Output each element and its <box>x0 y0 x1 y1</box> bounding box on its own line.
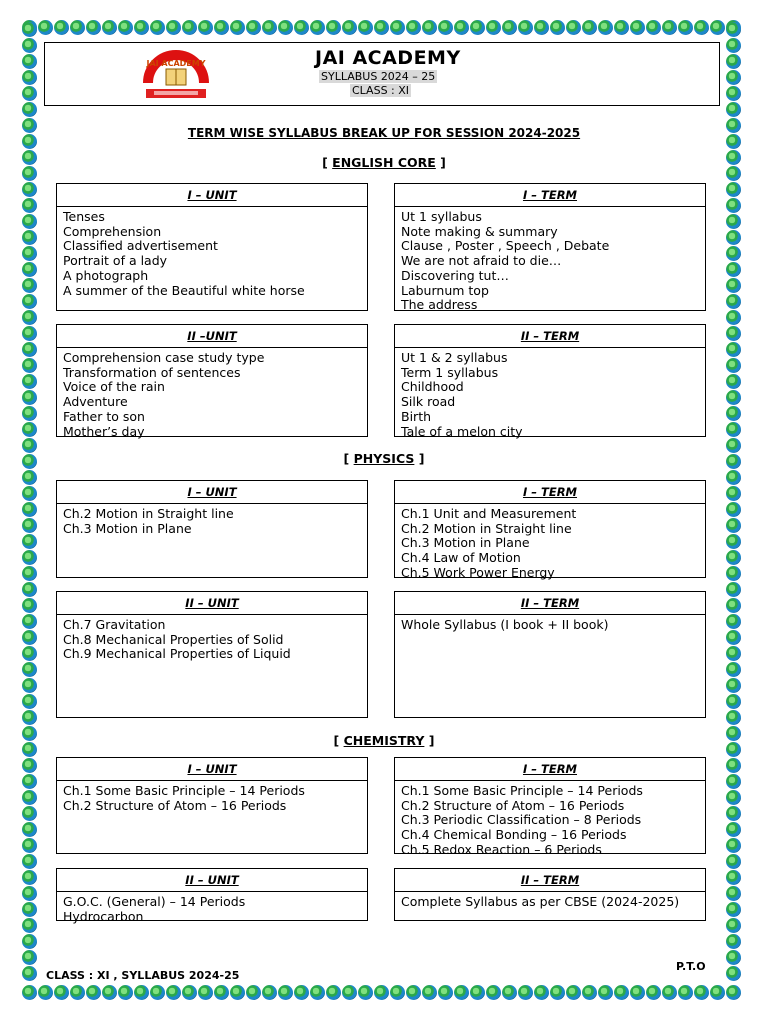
globe-icon <box>102 985 117 1000</box>
globe-icon <box>22 806 37 821</box>
globe-icon <box>246 20 261 35</box>
topic-list <box>57 504 367 536</box>
globe-icon <box>726 422 741 437</box>
globe-icon <box>278 20 293 35</box>
list-item: Ch.2 Motion in Straight line <box>401 520 572 536</box>
globe-icon <box>726 518 741 533</box>
list-item: Childhood <box>401 379 464 395</box>
list-item: Mother’s day <box>63 423 145 439</box>
globe-icon <box>22 502 37 517</box>
globe-icon <box>422 985 437 1000</box>
globe-icon <box>726 310 741 325</box>
globe-icon <box>22 534 37 549</box>
globe-icon <box>726 294 741 309</box>
topic-list <box>395 348 705 439</box>
box-heading: I – TERM <box>395 758 705 781</box>
list-item: Ch.2 Structure of Atom – 16 Periods <box>63 797 287 813</box>
chemistry-term2-box <box>394 868 706 921</box>
globe-icon <box>22 486 37 501</box>
globe-icon <box>22 662 37 677</box>
globe-icon <box>102 20 117 35</box>
globe-icon <box>726 566 741 581</box>
globe-icon <box>726 646 741 661</box>
globe-icon <box>502 985 517 1000</box>
globe-icon <box>726 534 741 549</box>
box-heading: II – TERM <box>395 325 705 348</box>
pto-label: P.T.O <box>676 960 706 973</box>
globe-icon <box>134 20 149 35</box>
topic-list <box>57 207 367 298</box>
list-item: Ch.1 Some Basic Principle – 14 Periods <box>401 783 643 798</box>
globe-icon <box>342 20 357 35</box>
globe-icon <box>726 246 741 261</box>
globe-icon <box>358 985 373 1000</box>
globe-icon <box>22 822 37 837</box>
globe-icon <box>534 20 549 35</box>
english-unit2-box <box>56 324 368 437</box>
globe-icon <box>198 985 213 1000</box>
chemistry-term1-box <box>394 757 706 857</box>
globe-icon <box>630 20 645 35</box>
globe-icon <box>22 950 37 965</box>
globe-icon <box>726 358 741 373</box>
list-item: Ch.2 Structure of Atom – 16 Periods <box>401 797 625 813</box>
globe-icon <box>22 294 37 309</box>
globe-icon <box>22 422 37 437</box>
globe-icon <box>726 822 741 837</box>
box-heading: II – TERM <box>395 869 705 892</box>
english-term1-box <box>394 183 706 311</box>
box-heading: I – UNIT <box>57 184 367 207</box>
globe-icon <box>550 985 565 1000</box>
globe-icon <box>486 20 501 35</box>
globe-icon <box>22 230 37 245</box>
globe-icon <box>726 86 741 101</box>
list-item: Ch.9 Mechanical Properties of Liquid <box>63 646 291 662</box>
globe-icon <box>518 20 533 35</box>
globe-icon <box>726 870 741 885</box>
globe-icon <box>646 985 661 1000</box>
globe-icon <box>726 985 741 1000</box>
english-unit1-box <box>56 183 368 311</box>
globe-icon <box>22 246 37 261</box>
globe-icon <box>726 70 741 85</box>
box-heading: II – UNIT <box>57 869 367 892</box>
globe-icon <box>726 342 741 357</box>
globe-icon <box>454 20 469 35</box>
section-heading-english: [ ENGLISH CORE ] <box>322 155 446 170</box>
list-item: Ch.3 Motion in Plane <box>63 520 192 536</box>
box-heading: I – TERM <box>395 184 705 207</box>
globe-icon <box>54 20 69 35</box>
box-heading: II –UNIT <box>57 325 367 348</box>
globe-icon <box>86 985 101 1000</box>
logo-text: JAI ACADEMY <box>146 59 206 68</box>
globe-icon <box>726 838 741 853</box>
globe-icon <box>726 262 741 277</box>
globe-icon <box>230 985 245 1000</box>
globe-icon <box>726 550 741 565</box>
globe-icon <box>598 985 613 1000</box>
class-label: CLASS : XI <box>352 84 410 97</box>
globe-icon <box>726 198 741 213</box>
chemistry-unit2-box <box>56 868 368 924</box>
globe-icon <box>294 985 309 1000</box>
globe-icon <box>22 838 37 853</box>
globe-icon <box>502 20 517 35</box>
list-item: Laburnum top <box>401 282 489 298</box>
globe-icon <box>726 406 741 421</box>
globe-icon <box>710 985 725 1000</box>
globe-icon <box>246 985 261 1000</box>
page-border-top <box>22 20 741 36</box>
globe-icon <box>22 566 37 581</box>
physics-term2-box <box>394 591 706 718</box>
globe-icon <box>726 102 741 117</box>
globe-icon <box>214 985 229 1000</box>
globe-icon <box>166 985 181 1000</box>
globe-icon <box>22 182 37 197</box>
globe-icon <box>726 854 741 869</box>
globe-icon <box>630 985 645 1000</box>
globe-icon <box>726 630 741 645</box>
header-box <box>44 42 720 106</box>
list-item: Note making & summary <box>401 223 558 239</box>
globe-icon <box>726 182 741 197</box>
globe-icon <box>22 102 37 117</box>
globe-icon <box>406 985 421 1000</box>
globe-icon <box>294 20 309 35</box>
globe-icon <box>726 214 741 229</box>
globe-icon <box>22 342 37 357</box>
list-item: Ch.1 Some Basic Principle – 14 Periods <box>63 783 305 798</box>
globe-icon <box>22 902 37 917</box>
list-item: Comprehension <box>63 223 162 239</box>
globe-icon <box>726 694 741 709</box>
globe-icon <box>22 934 37 949</box>
globe-icon <box>22 22 37 37</box>
topic-list <box>57 781 367 813</box>
globe-icon <box>22 966 37 981</box>
globe-icon <box>22 710 37 725</box>
list-item: Clause , Poster , Speech , Debate <box>401 238 610 254</box>
globe-icon <box>22 518 37 533</box>
globe-icon <box>726 902 741 917</box>
globe-icon <box>726 950 741 965</box>
topic-list <box>57 348 367 439</box>
globe-icon <box>22 630 37 645</box>
list-item: We are not afraid to die… <box>401 253 562 269</box>
box-heading: I – UNIT <box>57 481 367 504</box>
globe-icon <box>230 20 245 35</box>
page-border-bottom <box>22 985 741 1001</box>
globe-icon <box>694 20 709 35</box>
globe-icon <box>134 985 149 1000</box>
globe-icon <box>326 20 341 35</box>
globe-icon <box>566 20 581 35</box>
globe-icon <box>726 582 741 597</box>
globe-icon <box>22 54 37 69</box>
globe-icon <box>22 774 37 789</box>
globe-icon <box>726 486 741 501</box>
globe-icon <box>182 985 197 1000</box>
globe-icon <box>726 614 741 629</box>
globe-icon <box>726 278 741 293</box>
list-item: Tale of a melon city <box>401 423 523 439</box>
globe-icon <box>518 985 533 1000</box>
list-item: Ch.8 Mechanical Properties of Solid <box>63 631 284 647</box>
globe-icon <box>22 985 37 1000</box>
globe-icon <box>614 985 629 1000</box>
globe-icon <box>22 758 37 773</box>
globe-icon <box>582 985 597 1000</box>
globe-icon <box>726 758 741 773</box>
globe-icon <box>598 20 613 35</box>
list-item: Ut 1 & 2 syllabus <box>401 350 508 365</box>
topic-list <box>57 892 367 924</box>
globe-icon <box>118 985 133 1000</box>
globe-icon <box>22 886 37 901</box>
list-item: Ch.4 Law of Motion <box>401 550 521 566</box>
list-item: Father to son <box>63 408 145 424</box>
chemistry-unit1-box <box>56 757 368 854</box>
globe-icon <box>22 678 37 693</box>
section-label: CHEMISTRY <box>343 733 425 748</box>
list-item: Ch.5 Redox Reaction – 6 Periods <box>401 841 602 857</box>
list-item: Ch.4 Chemical Bonding – 16 Periods <box>401 827 627 843</box>
list-item: Voice of the rain <box>63 379 165 395</box>
globe-icon <box>726 374 741 389</box>
globe-icon <box>70 20 85 35</box>
list-item: Ut 1 syllabus <box>401 209 482 224</box>
globe-icon <box>486 985 501 1000</box>
globe-icon <box>726 774 741 789</box>
globe-icon <box>726 326 741 341</box>
globe-icon <box>22 390 37 405</box>
globe-icon <box>406 20 421 35</box>
globe-icon <box>694 985 709 1000</box>
physics-unit2-box <box>56 591 368 718</box>
globe-icon <box>22 470 37 485</box>
globe-icon <box>118 20 133 35</box>
globe-icon <box>22 198 37 213</box>
page-title: TERM WISE SYLLABUS BREAK UP FOR SESSION 2024-2025 <box>187 126 581 140</box>
globe-icon <box>470 985 485 1000</box>
globe-icon <box>54 985 69 1000</box>
globe-icon <box>22 646 37 661</box>
globe-icon <box>22 262 37 277</box>
globe-icon <box>726 38 741 53</box>
globe-icon <box>710 20 725 35</box>
globe-icon <box>262 20 277 35</box>
globe-icon <box>726 710 741 725</box>
globe-icon <box>726 598 741 613</box>
globe-icon <box>22 278 37 293</box>
globe-icon <box>70 985 85 1000</box>
list-item: G.O.C. (General) – 14 Periods <box>63 894 246 909</box>
globe-icon <box>22 374 37 389</box>
globe-icon <box>262 985 277 1000</box>
globe-icon <box>726 230 741 245</box>
syllabus-year: SYLLABUS 2024 – 25 <box>321 70 436 83</box>
globe-icon <box>22 406 37 421</box>
school-name: JAI ACADEMY <box>315 47 461 69</box>
list-item: A summer of the Beautiful white horse <box>63 282 305 298</box>
list-item: Silk road <box>401 394 456 410</box>
topic-list <box>57 615 367 662</box>
list-item: Adventure <box>63 394 128 410</box>
globe-icon <box>22 614 37 629</box>
globe-icon <box>374 985 389 1000</box>
globe-icon <box>726 54 741 69</box>
globe-icon <box>534 985 549 1000</box>
list-item: Discovering tut… <box>401 267 509 283</box>
topic-list <box>395 781 705 858</box>
list-item: Ch.1 Unit and Measurement <box>401 506 577 521</box>
section-heading-physics: [ PHYSICS ] <box>343 451 425 466</box>
section-label: ENGLISH CORE <box>332 155 436 170</box>
footer-class-syllabus: CLASS : XI , SYLLABUS 2024-25 <box>46 969 240 982</box>
globe-icon <box>582 20 597 35</box>
list-item: Ch.3 Motion in Plane <box>401 535 530 551</box>
globe-icon <box>22 550 37 565</box>
globe-icon <box>22 70 37 85</box>
topic-list <box>395 207 705 313</box>
school-logo <box>140 49 212 101</box>
list-item: Term 1 syllabus <box>401 364 499 380</box>
globe-icon <box>726 790 741 805</box>
globe-icon <box>726 470 741 485</box>
globe-icon <box>726 662 741 677</box>
globe-icon <box>182 20 197 35</box>
globe-icon <box>726 390 741 405</box>
globe-icon <box>726 934 741 949</box>
globe-icon <box>22 326 37 341</box>
list-item: Transformation of sentences <box>63 364 241 380</box>
globe-icon <box>22 918 37 933</box>
list-item: Birth <box>401 408 432 424</box>
topic-list <box>395 892 705 910</box>
english-term2-box <box>394 324 706 437</box>
globe-icon <box>22 38 37 53</box>
globe-icon <box>390 20 405 35</box>
globe-icon <box>310 985 325 1000</box>
globe-icon <box>22 870 37 885</box>
globe-icon <box>358 20 373 35</box>
globe-icon <box>38 20 53 35</box>
list-item: Comprehension case study type <box>63 350 265 365</box>
list-item: Complete Syllabus as per CBSE (2024-2025) <box>401 894 680 909</box>
globe-icon <box>662 985 677 1000</box>
globe-icon <box>614 20 629 35</box>
globe-icon <box>390 985 405 1000</box>
globe-icon <box>726 806 741 821</box>
list-item: Ch.7 Gravitation <box>63 617 166 632</box>
globe-icon <box>342 985 357 1000</box>
globe-icon <box>278 985 293 1000</box>
globe-icon <box>310 20 325 35</box>
globe-icon <box>86 20 101 35</box>
globe-icon <box>438 20 453 35</box>
section-label: PHYSICS <box>353 451 415 466</box>
globe-icon <box>22 854 37 869</box>
globe-icon <box>726 502 741 517</box>
globe-icon <box>726 966 741 981</box>
box-heading: II – UNIT <box>57 592 367 615</box>
globe-icon <box>470 20 485 35</box>
globe-icon <box>678 985 693 1000</box>
globe-icon <box>374 20 389 35</box>
globe-icon <box>566 985 581 1000</box>
globe-icon <box>198 20 213 35</box>
topic-list <box>395 504 705 581</box>
globe-icon <box>454 985 469 1000</box>
section-heading-chemistry: [ CHEMISTRY ] <box>333 733 435 748</box>
box-heading: I – TERM <box>395 481 705 504</box>
globe-icon <box>678 20 693 35</box>
globe-icon <box>422 20 437 35</box>
globe-icon <box>22 358 37 373</box>
globe-icon <box>22 582 37 597</box>
globe-icon <box>726 22 741 37</box>
globe-icon <box>22 310 37 325</box>
list-item: Hydrocarbon <box>63 908 144 924</box>
globe-icon <box>214 20 229 35</box>
box-heading: I – UNIT <box>57 758 367 781</box>
topic-list <box>395 615 705 633</box>
globe-icon <box>438 985 453 1000</box>
globe-icon <box>166 20 181 35</box>
globe-icon <box>726 886 741 901</box>
globe-icon <box>22 214 37 229</box>
physics-unit1-box <box>56 480 368 578</box>
list-item: A photograph <box>63 267 149 283</box>
globe-icon <box>22 598 37 613</box>
globe-icon <box>38 985 53 1000</box>
list-item: Ch.2 Motion in Straight line <box>63 506 234 521</box>
globe-icon <box>662 20 677 35</box>
list-item: Ch.3 Periodic Classification – 8 Periods <box>401 812 642 828</box>
globe-icon <box>150 20 165 35</box>
list-item: Classified advertisement <box>63 238 218 254</box>
globe-icon <box>22 86 37 101</box>
globe-icon <box>550 20 565 35</box>
globe-icon <box>326 985 341 1000</box>
list-item: Whole Syllabus (I book + II book) <box>401 617 609 632</box>
physics-term1-box <box>394 480 706 578</box>
list-item: Ch.5 Work Power Energy <box>401 564 555 580</box>
globe-icon <box>646 20 661 35</box>
list-item: Tenses <box>63 209 105 224</box>
globe-icon <box>22 694 37 709</box>
globe-icon <box>150 985 165 1000</box>
globe-icon <box>726 918 741 933</box>
list-item: Portrait of a lady <box>63 253 168 269</box>
box-heading: II – TERM <box>395 592 705 615</box>
list-item: The address <box>401 297 478 313</box>
globe-icon <box>22 790 37 805</box>
globe-icon <box>726 678 741 693</box>
